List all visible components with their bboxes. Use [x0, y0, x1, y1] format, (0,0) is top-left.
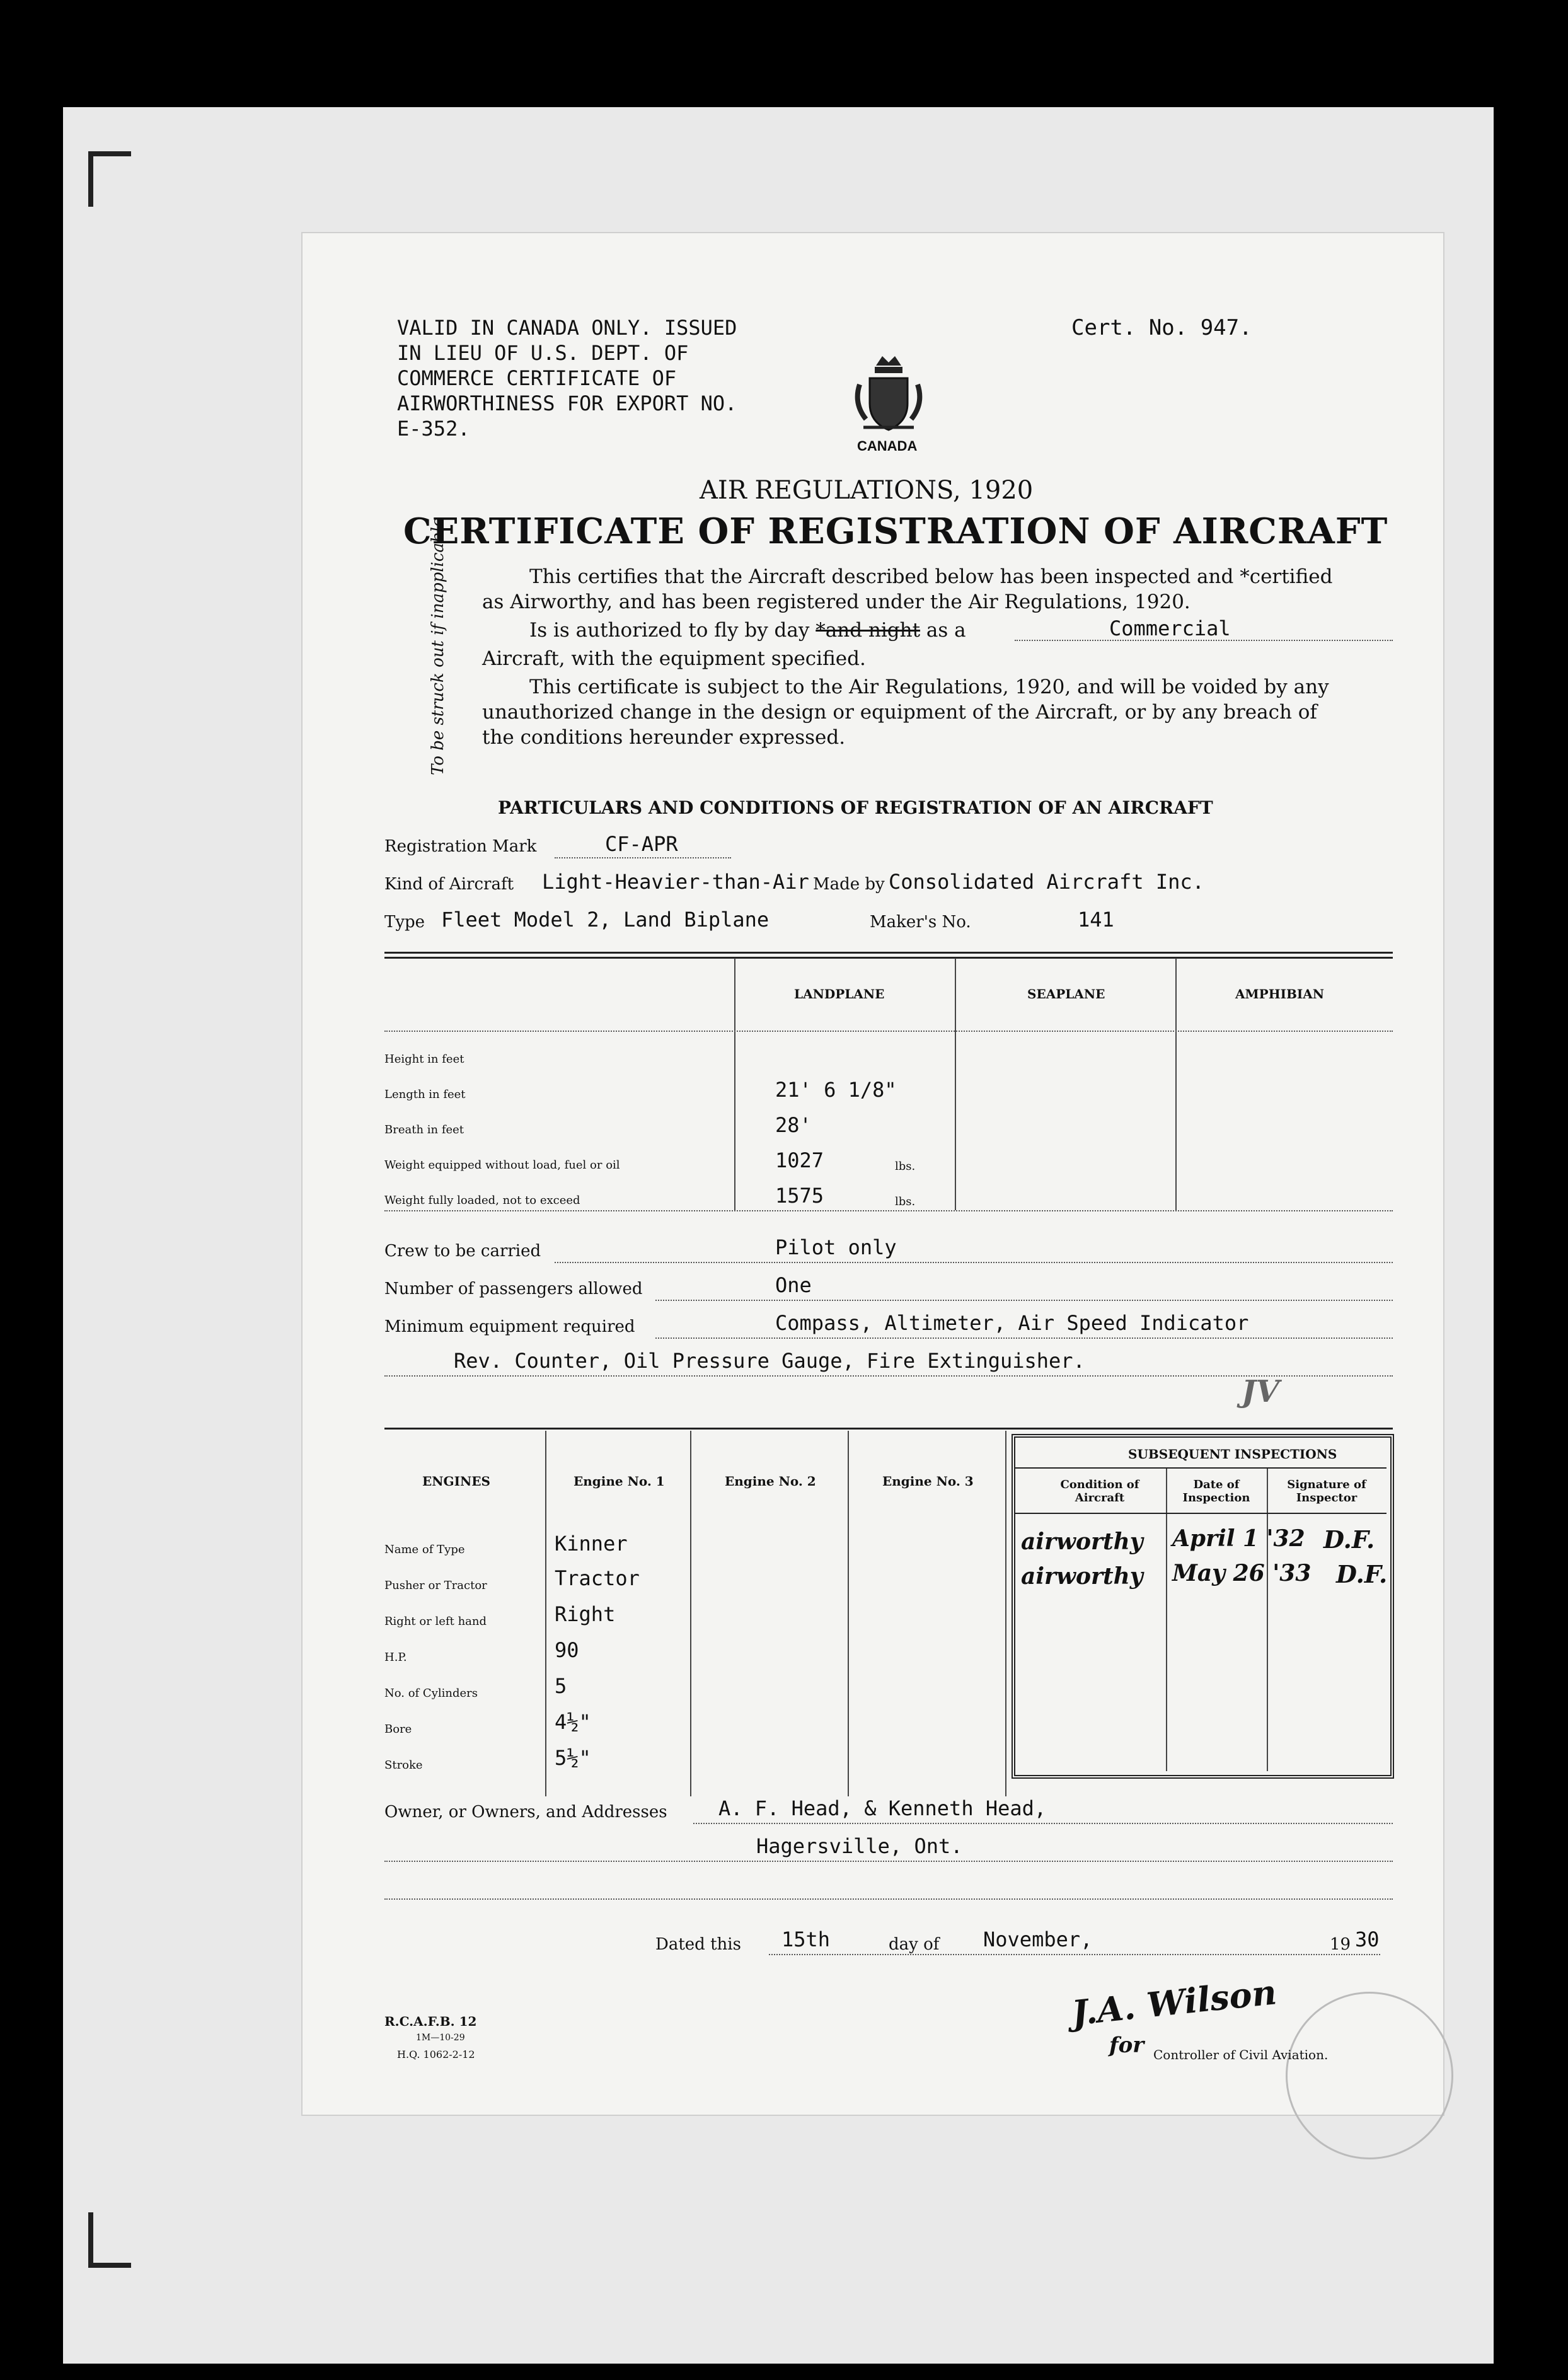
table-rule: [1015, 1513, 1386, 1514]
column-header-landplane: LANDPLANE: [794, 986, 885, 1002]
column-header-amphibian: AMPHIBIAN: [1235, 986, 1325, 1002]
table-row-label: No. of Cylinders: [384, 1687, 478, 1700]
date-header: Date of Inspection: [1182, 1478, 1250, 1505]
authorization-line: [529, 618, 966, 643]
empty-weight-value: 1027: [775, 1148, 824, 1172]
unit-lbs: lbs.: [895, 1195, 916, 1208]
engine-1-value: Tractor: [555, 1566, 640, 1590]
engine-2-header: Engine No. 2: [725, 1474, 816, 1489]
kind-of-aircraft: Light-Heavier-than-Air: [542, 870, 809, 894]
engine-1-value: Right: [555, 1602, 616, 1626]
form-code: R.C.A.F.B. 12: [384, 2014, 477, 2029]
engine-1-value: 5: [555, 1674, 567, 1698]
makers-number: 141: [1078, 908, 1114, 932]
crop-mark-top-left: [88, 151, 131, 207]
field-underline: [693, 1823, 1393, 1824]
certify-line: as Airworthy, and has been registered under the Air Regulations, 1920.: [482, 591, 1190, 613]
table-row-label: Pusher or Tractor: [384, 1579, 487, 1592]
seal-stamp: [1286, 1992, 1453, 2159]
owners-line-1: A. F. Head, & Kenneth Head,: [718, 1796, 1047, 1820]
margin-mark: JV: [1242, 1374, 1279, 1409]
length-value: 21' 6 1/8": [775, 1078, 897, 1102]
certify-line: Aircraft, with the equipment specified.: [482, 647, 866, 670]
field-underline: [384, 1898, 1393, 1900]
kind-of-aircraft-label: Kind of Aircraft: [384, 875, 514, 894]
canada-crest-icon: [851, 353, 926, 435]
field-underline: [769, 1954, 1380, 1955]
table-rule: [384, 952, 1393, 954]
owners-line-2: Hagersville, Ont.: [756, 1834, 963, 1858]
breadth-value: 28': [775, 1113, 812, 1137]
row-rule: [384, 1210, 1393, 1211]
equipment-line-2: Rev. Counter, Oil Pressure Gauge, Fire Extinguisher.: [454, 1349, 1085, 1373]
table-row-label: Name of Type: [384, 1543, 465, 1556]
table-row-label: Breath in feet: [384, 1123, 464, 1136]
year-prefix: 19: [1330, 1935, 1351, 1954]
certify-line: unauthorized change in the design or equipment of the Aircraft, or by any breach of: [482, 701, 1317, 724]
table-rule: [1015, 1467, 1386, 1469]
particulars-heading: PARTICULARS AND CONDITIONS OF REGISTRATION OF AN AIRCRAFT: [498, 797, 1213, 818]
field-underline: [555, 857, 731, 858]
validity-note-line: IN LIEU OF U.S. DEPT. OF: [397, 341, 689, 365]
condition-header: Condition of Aircraft: [1060, 1478, 1139, 1505]
field-underline: [655, 1337, 1393, 1339]
inspection-date: May 26 '33: [1172, 1560, 1311, 1586]
controller-signature: J.A. Wilson: [1069, 1972, 1279, 2033]
row-rule: [384, 1031, 1393, 1032]
inspection-date: April 1 '32: [1172, 1525, 1305, 1552]
field-underline: [555, 1262, 1393, 1263]
owners-label: Owner, or Owners, and Addresses: [384, 1803, 667, 1822]
form-code-print: 1M—10-29: [416, 2033, 465, 2043]
column-divider: [848, 1431, 849, 1796]
made-by-label: Made by: [813, 875, 885, 894]
loaded-weight-value: 1575: [775, 1184, 824, 1208]
equipment-label: Minimum equipment required: [384, 1317, 635, 1336]
column-divider: [1005, 1431, 1006, 1796]
table-row-label: Bore: [384, 1723, 412, 1736]
type-label: Type: [384, 913, 425, 932]
column-divider: [955, 958, 956, 1210]
engine-1-value: 4½": [555, 1710, 591, 1734]
unit-lbs: lbs.: [895, 1160, 916, 1173]
column-header-seaplane: SEAPLANE: [1027, 986, 1105, 1002]
column-divider: [734, 958, 735, 1210]
crop-mark-bottom-left: [88, 2212, 131, 2268]
manufacturer: Consolidated Aircraft Inc.: [889, 870, 1204, 894]
engine-1-value: 5½": [555, 1746, 591, 1770]
engine-1-value: Kinner: [555, 1532, 628, 1556]
table-row-label: Height in feet: [384, 1053, 464, 1066]
passengers-value: One: [775, 1273, 812, 1297]
validity-note-line: COMMERCE CERTIFICATE OF: [397, 366, 677, 390]
authorization-post: as a: [926, 619, 966, 642]
dated-day: 15th: [781, 1927, 831, 1951]
makers-number-label: Maker's No.: [870, 913, 971, 932]
validity-note-line: VALID IN CANADA ONLY. ISSUED: [397, 316, 737, 340]
engine-3-header: Engine No. 3: [882, 1474, 974, 1489]
night-flight-struck: *and night: [816, 619, 921, 642]
crew-label: Crew to be carried: [384, 1242, 541, 1261]
year-suffix: 30: [1355, 1927, 1380, 1951]
inspector-signature: D.F.: [1336, 1560, 1388, 1588]
field-underline: [384, 1861, 1393, 1862]
signature-header: Signature of Inspector: [1287, 1478, 1366, 1505]
validity-note-line: AIRWORTHINESS FOR EXPORT NO.: [397, 391, 737, 415]
certificate-sheet: [303, 233, 1443, 2115]
passengers-label: Number of passengers allowed: [384, 1280, 643, 1298]
inspection-condition: airworthy: [1021, 1528, 1143, 1555]
field-underline: [655, 1300, 1393, 1301]
certificate-number: Cert. No. 947.: [1071, 315, 1252, 340]
inspector-signature: D.F.: [1323, 1525, 1375, 1554]
signature-per: for: [1109, 2033, 1144, 2058]
table-row-label: Stroke: [384, 1759, 423, 1772]
form-code-hq: H.Q. 1062-2-12: [397, 2048, 475, 2060]
table-row-label: Length in feet: [384, 1088, 466, 1101]
validity-note-line: E-352.: [397, 417, 470, 441]
certify-line: This certifies that the Aircraft described below has been inspected and *certified: [529, 565, 1333, 588]
dated-month: November,: [983, 1927, 1093, 1951]
column-divider: [1267, 1469, 1268, 1771]
equipment-line-1: Compass, Altimeter, Air Speed Indicator: [775, 1311, 1249, 1335]
dated-label: Dated this: [655, 1935, 741, 1954]
crew-value: Pilot only: [775, 1235, 897, 1259]
controller-title: Controller of Civil Aviation.: [1153, 2047, 1329, 2062]
table-rule: [384, 957, 1393, 959]
authorization-pre: Is is authorized to fly by day: [529, 619, 810, 642]
page-title: CERTIFICATE OF REGISTRATION OF AIRCRAFT: [403, 511, 1388, 552]
air-regulations-heading: AIR REGULATIONS, 1920: [700, 476, 1034, 505]
aircraft-category: Commercial: [1109, 616, 1231, 640]
engine-1-value: 90: [555, 1638, 579, 1662]
registration-mark: CF-APR: [605, 832, 678, 856]
engines-header: ENGINES: [422, 1474, 490, 1489]
column-divider: [1166, 1469, 1167, 1771]
validity-note: [397, 315, 737, 441]
registration-mark-label: Registration Mark: [384, 837, 537, 856]
crest-label: CANADA: [857, 438, 918, 454]
column-divider: [1175, 958, 1177, 1210]
table-row-label: Right or left hand: [384, 1615, 487, 1628]
inspection-condition: airworthy: [1021, 1563, 1143, 1590]
column-divider: [690, 1431, 691, 1796]
table-row-label: Weight fully loaded, not to exceed: [384, 1194, 580, 1207]
table-rule: [384, 1428, 1393, 1430]
table-row-label: H.P.: [384, 1651, 407, 1664]
aircraft-type: Fleet Model 2, Land Biplane: [441, 908, 770, 932]
certify-line: the conditions hereunder expressed.: [482, 726, 846, 749]
engine-1-header: Engine No. 1: [574, 1474, 665, 1489]
day-of-label: day of: [889, 1935, 940, 1954]
column-divider: [545, 1431, 546, 1796]
table-row-label: Weight equipped without load, fuel or oil: [384, 1158, 620, 1172]
inspections-title: SUBSEQUENT INSPECTIONS: [1128, 1447, 1337, 1462]
strike-out-note: To be struck out if inapplicable: [429, 517, 447, 775]
certify-line: This certificate is subject to the Air Regulations, 1920, and will be voided by any: [529, 676, 1329, 698]
